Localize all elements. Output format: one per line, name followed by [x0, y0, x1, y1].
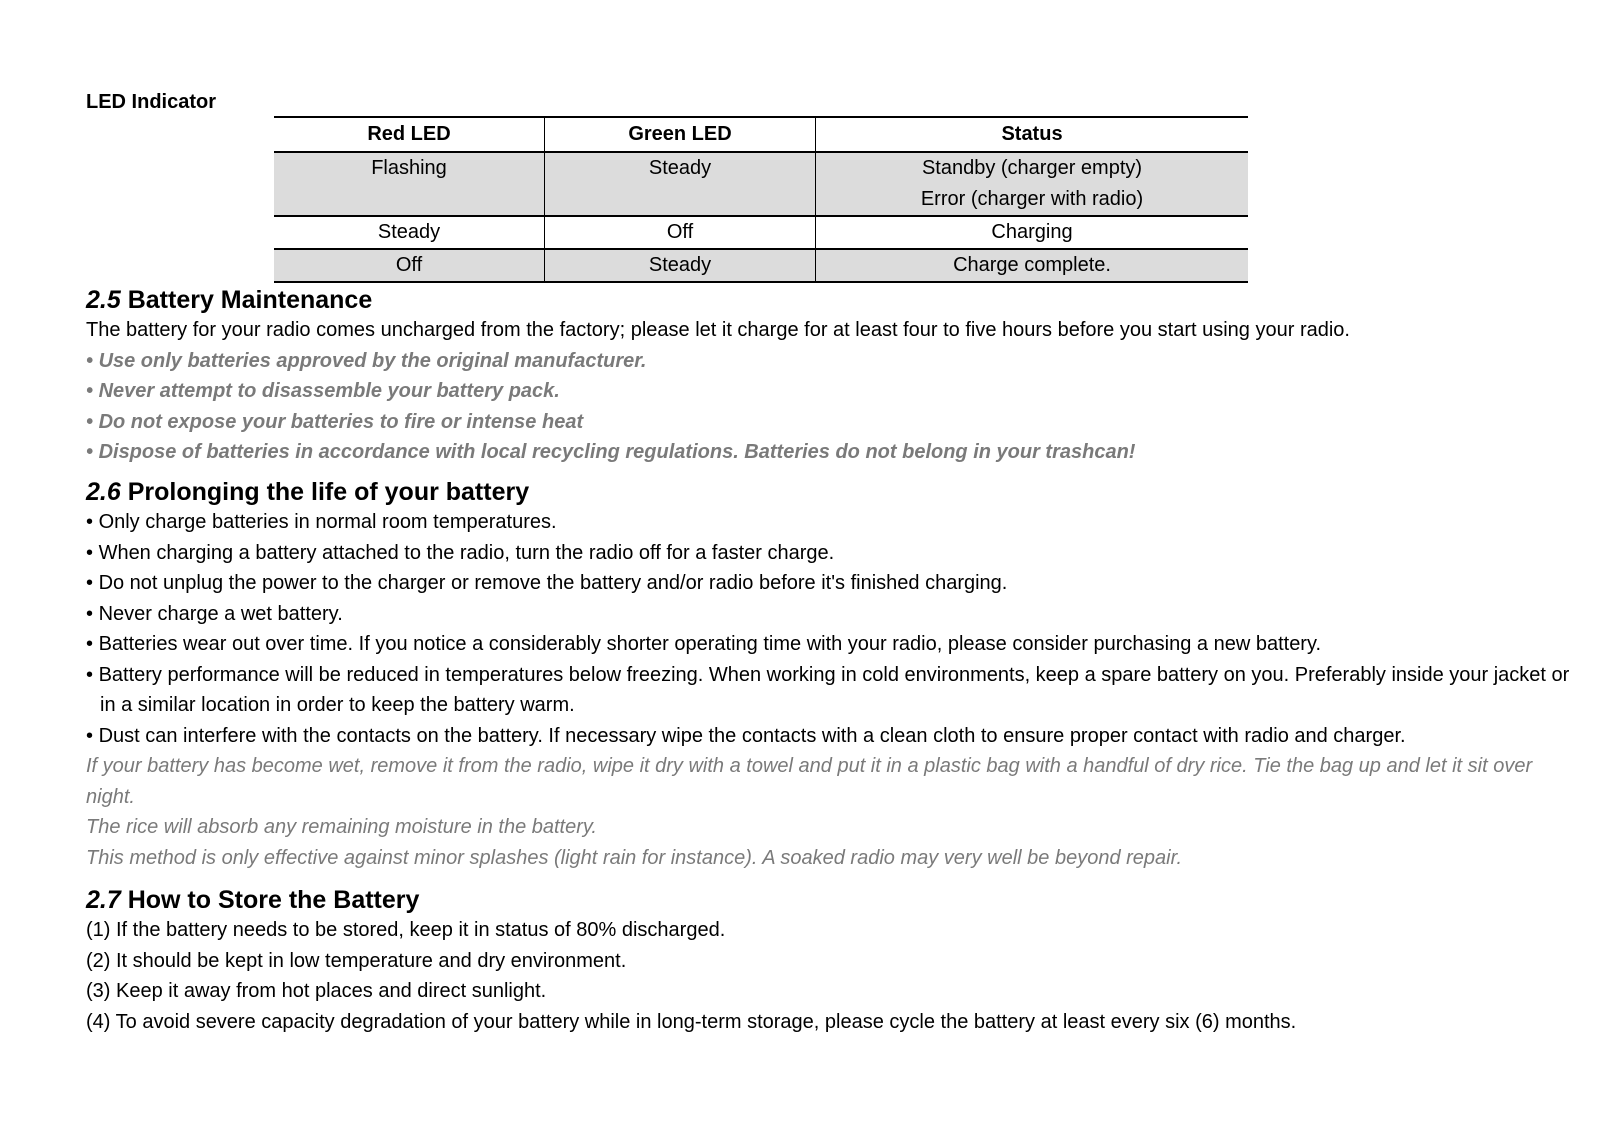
section-heading [86, 885, 1576, 915]
status-line: Error (charger with radio) [920, 188, 1144, 210]
status-line: Standby (charger empty) [921, 157, 1143, 179]
section-store-battery [86, 885, 1576, 1037]
section-title: Prolonging the life of your battery [127, 478, 530, 506]
list-item: • Battery performance will be reduced in temperatures below freezing. When working in cold environments, keep a spare battery on you. Preferably inside your jacket or in a similar location in order to keep the battery warm. [86, 660, 1576, 721]
section-heading [86, 285, 1576, 315]
section-number: 2.6 [86, 478, 121, 506]
led-indicator-table [274, 116, 1248, 283]
green-led-cell: Steady [545, 249, 816, 282]
status-cell: Charging [816, 216, 1249, 249]
section-heading [86, 477, 1576, 507]
note-paragraph: This method is only effective against minor splashes (light rain for instance). A soaked radio may very well be beyond repair. [86, 846, 1183, 869]
green-led-cell: Off [545, 216, 816, 249]
warning-item: • Use only batteries approved by the original manufacturer. [86, 346, 1576, 377]
led-indicator-label: LED Indicator [86, 91, 217, 113]
list-item: • Only charge batteries in normal room temperatures. [86, 507, 1576, 538]
list-item: • Dust can interfere with the contacts on the battery. If necessary wipe the contacts with a clean cloth to ensure proper contact with radio and charger. [86, 721, 1576, 752]
section-prolonging-battery-life [86, 477, 1576, 873]
list-item: (4) To avoid severe capacity degradation of your battery while in long-term storage, please cycle the battery at least every six (6) months. [86, 1010, 1297, 1033]
note-paragraph: If your battery has become wet, remove it from the radio, wipe it dry with a towel and put it in a plastic bag with a handful of dry rice. Tie the bag up and let it sit over night. [86, 755, 1533, 808]
red-led-cell: Off [274, 249, 545, 282]
green-led-cell: Steady [545, 152, 816, 216]
status-cell: Charge complete. [816, 249, 1249, 282]
table-row [274, 249, 1248, 282]
storage-list [86, 915, 1576, 1037]
warning-item: • Never attempt to disassemble your battery pack. [86, 376, 1576, 407]
note-paragraph: The rice will absorb any remaining moisture in the battery. [86, 816, 597, 838]
list-item: (2) It should be kept in low temperature and dry environment. [86, 949, 627, 972]
section-title: Battery Maintenance [127, 286, 373, 314]
warning-item: • Dispose of batteries in accordance with local recycling regulations. Batteries do not belong in your trashcan! [86, 437, 1576, 468]
list-item: (1) If the battery needs to be stored, keep it in status of 80% discharged. [86, 919, 726, 941]
tips-list [86, 507, 1576, 751]
table-row [274, 216, 1248, 249]
section-title: How to Store the Battery [127, 886, 420, 914]
intro-paragraph: The battery for your radio comes uncharged from the factory; please let it charge for at least four to five hours before you start using your radio. [86, 319, 1350, 341]
warning-list [86, 346, 1576, 468]
status-cell [816, 152, 1249, 216]
section-battery-maintenance [86, 285, 1576, 468]
header-red-led: Red LED [274, 117, 545, 152]
header-green-led: Green LED [545, 117, 816, 152]
list-item: • Never charge a wet battery. [86, 599, 1576, 630]
warning-item: • Do not expose your batteries to fire or intense heat [86, 407, 1576, 438]
list-item: • Batteries wear out over time. If you notice a considerably shorter operating time with your radio, please consider purchasing a new battery. [86, 629, 1576, 660]
list-item: • Do not unplug the power to the charger or remove the battery and/or radio before it's finished charging. [86, 568, 1576, 599]
header-status: Status [816, 117, 1249, 152]
section-number: 2.5 [86, 286, 121, 314]
red-led-cell: Steady [274, 216, 545, 249]
table-header-row [274, 117, 1248, 152]
list-item: • When charging a battery attached to the radio, turn the radio off for a faster charge. [86, 538, 1576, 569]
list-item: (3) Keep it away from hot places and direct sunlight. [86, 980, 547, 1002]
red-led-cell: Flashing [274, 152, 545, 216]
section-number: 2.7 [86, 886, 121, 914]
table-row [274, 152, 1248, 216]
